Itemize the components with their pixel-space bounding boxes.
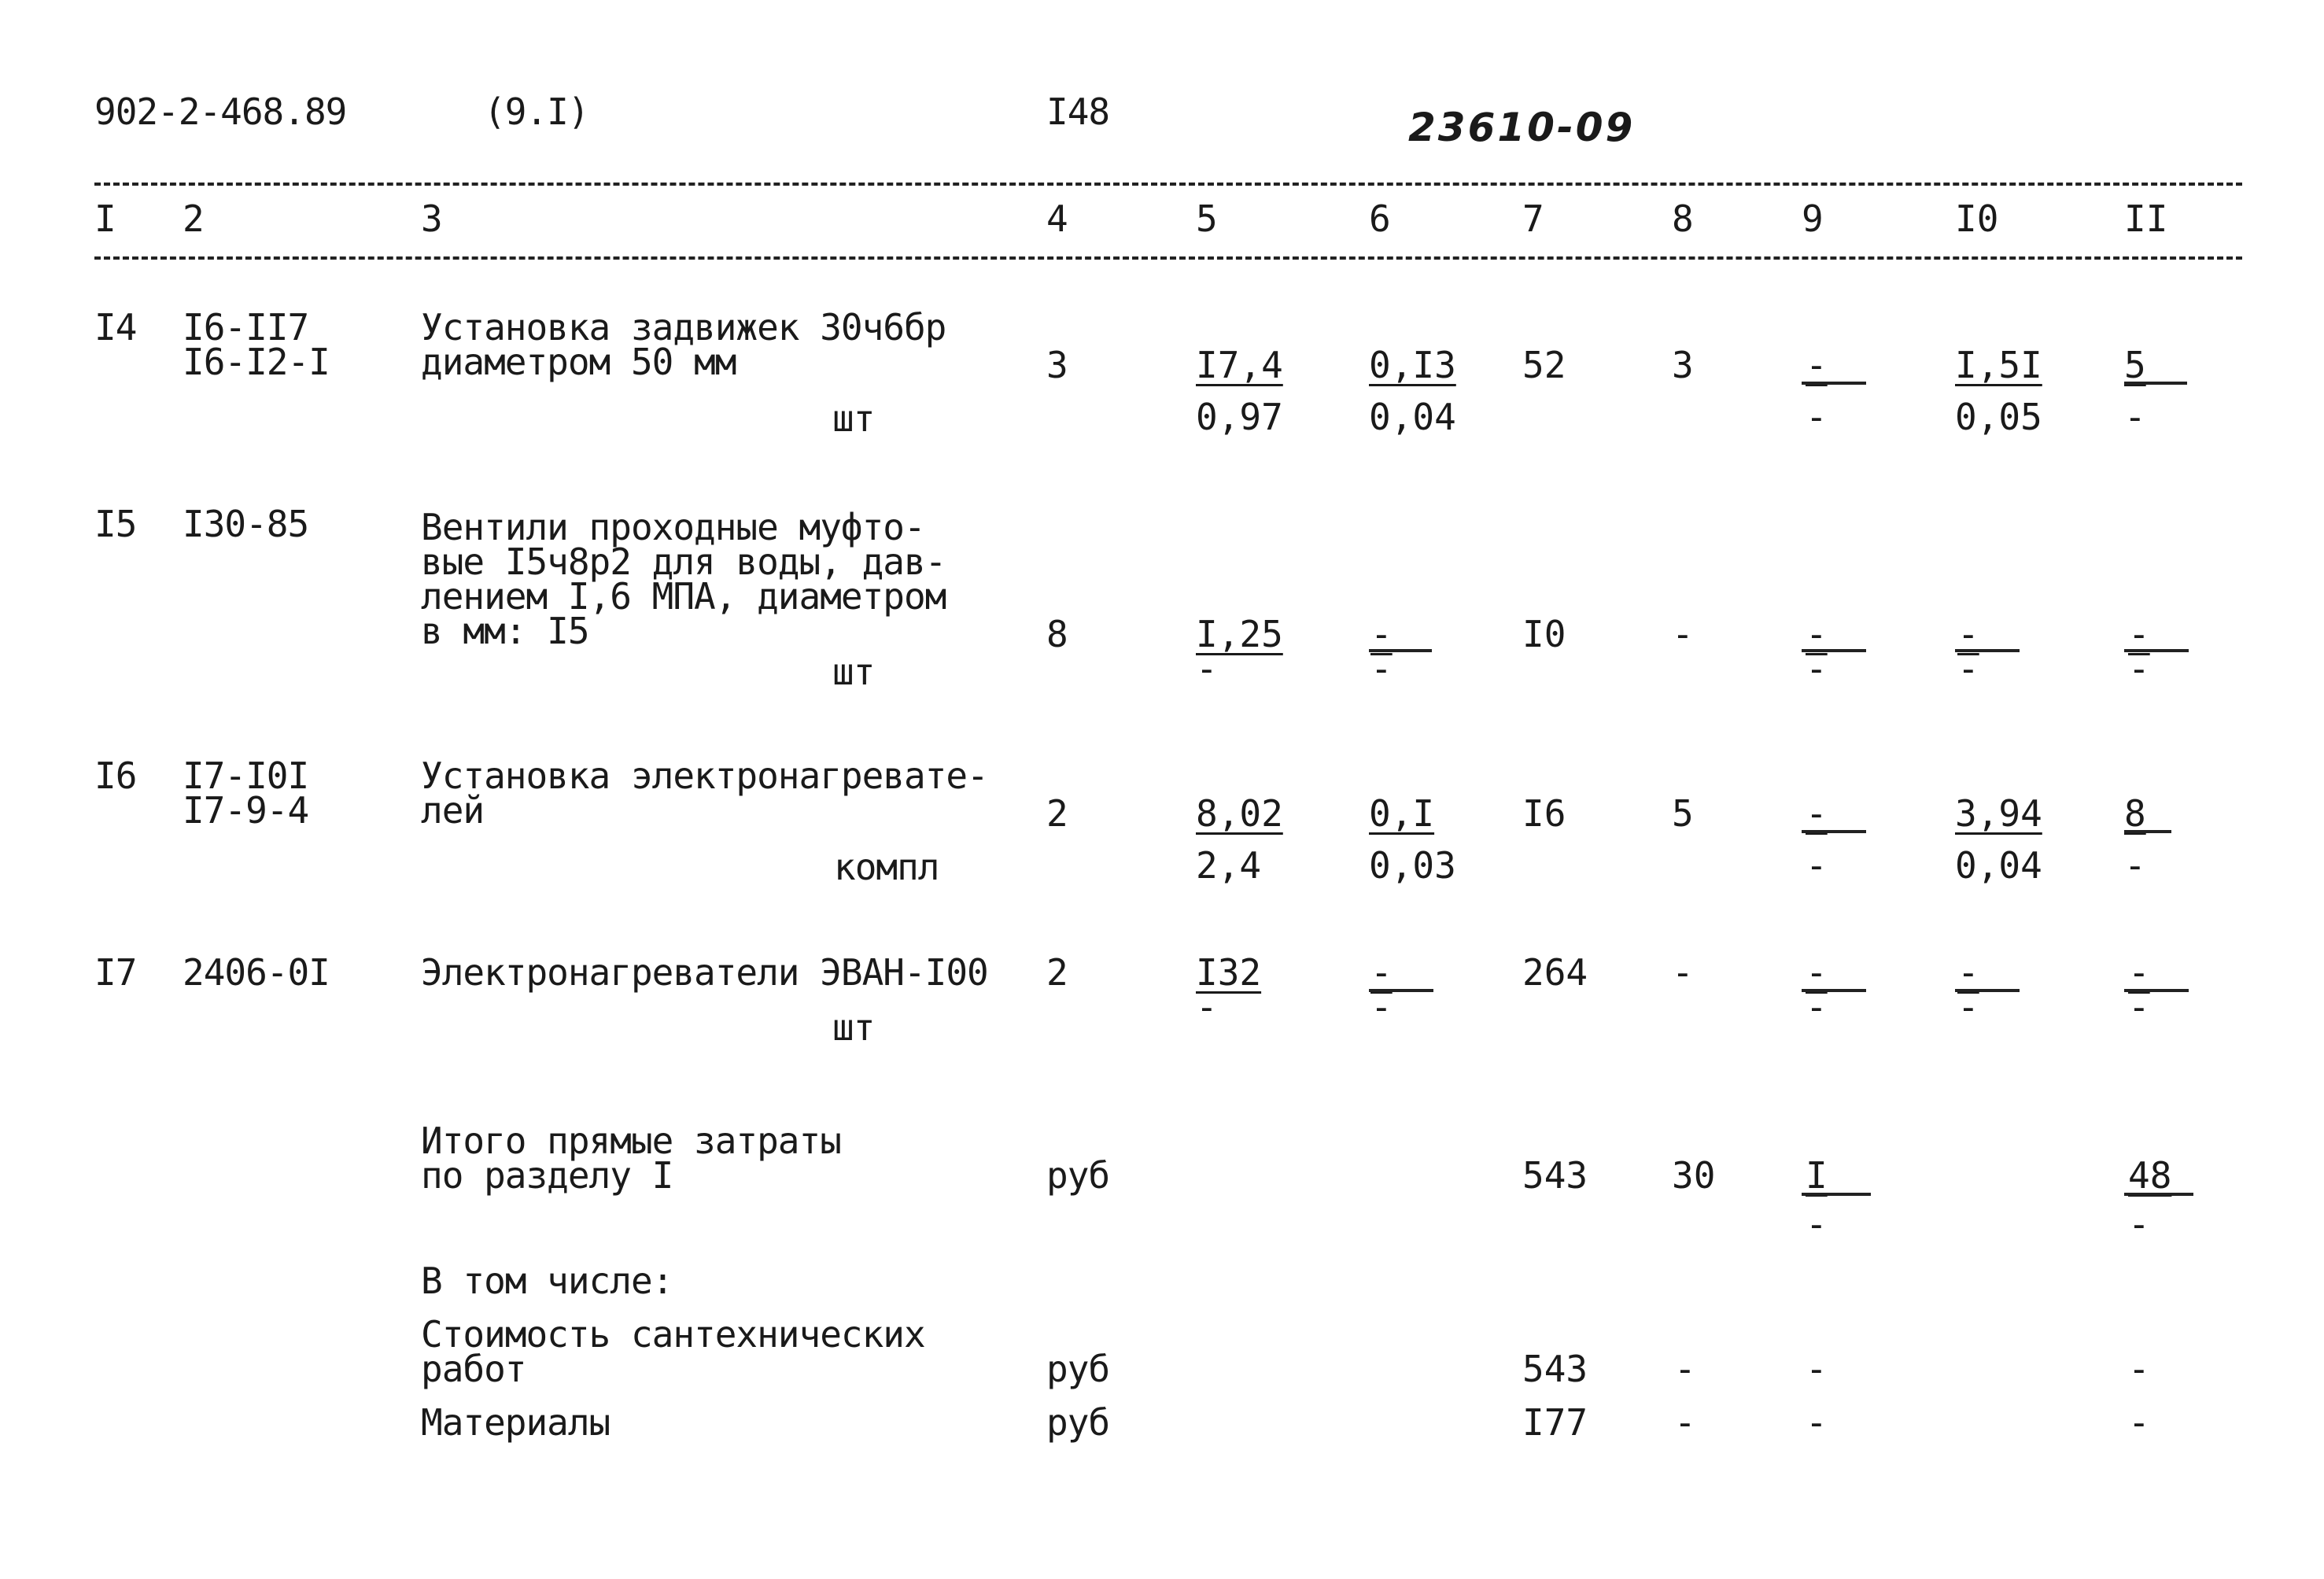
row-number: I7 xyxy=(94,951,137,994)
column-header-3: 3 xyxy=(421,197,443,240)
including-item-col11: - xyxy=(2128,1348,2150,1390)
row-code: I7-9-4 xyxy=(183,789,309,832)
row-col6-top: 0,I3 xyxy=(1369,344,1456,386)
row-col6-top: - xyxy=(1370,613,1393,655)
row-unit: шт xyxy=(832,651,875,693)
totals-unit: руб xyxy=(1046,1154,1110,1197)
row-col6-bottom: 0,04 xyxy=(1369,396,1456,438)
fraction-line xyxy=(1802,1193,1871,1196)
fraction-line xyxy=(2124,1193,2193,1196)
row-unit: компл xyxy=(834,846,939,888)
row-number: I5 xyxy=(94,503,137,545)
row-description: вые I5ч8р2 для воды, дав- xyxy=(421,540,946,583)
row-col11-bottom: - xyxy=(2124,396,2146,438)
page-number: I48 xyxy=(1046,90,1110,133)
including-item-col8: - xyxy=(1674,1348,1696,1390)
column-header-10: I0 xyxy=(1955,197,1999,240)
totals-label: по разделу I xyxy=(421,1154,673,1197)
row-col9-top: - xyxy=(1806,344,1828,386)
totals-col11-top: 48 xyxy=(2128,1154,2172,1197)
row-col9-top: - xyxy=(1806,951,1828,994)
including-item-col7: I77 xyxy=(1522,1401,1588,1444)
column-header-9: 9 xyxy=(1802,197,1824,240)
row-col5-top: I,25 xyxy=(1196,613,1283,655)
column-header-1: I xyxy=(94,197,116,240)
row-col10-top: 3,94 xyxy=(1955,792,2042,835)
header-bottom-rule xyxy=(94,256,2242,260)
row-description: в мм: I5 xyxy=(421,610,589,652)
row-description: лением I,6 МПА, диаметром xyxy=(421,575,946,618)
row-col5-top: 8,02 xyxy=(1196,792,1283,835)
row-col6-bottom: 0,03 xyxy=(1369,844,1456,887)
fraction-line xyxy=(1802,830,1866,833)
fraction-line xyxy=(1802,382,1866,385)
including-item-label: Стоимость сантехнических xyxy=(421,1313,925,1356)
column-header-6: 6 xyxy=(1369,197,1391,240)
row-col9-top: - xyxy=(1806,792,1828,835)
column-header-5: 5 xyxy=(1196,197,1218,240)
including-item-col8: - xyxy=(1674,1401,1696,1444)
fraction-line xyxy=(2124,830,2171,833)
row-quantity: 8 xyxy=(1046,613,1068,655)
row-col9-bottom: - xyxy=(1806,647,1828,690)
row-col11-top: 5 xyxy=(2124,344,2146,386)
row-col11-bottom: - xyxy=(2128,647,2150,690)
column-header-4: 4 xyxy=(1046,197,1068,240)
row-quantity: 2 xyxy=(1046,951,1068,994)
including-item-unit: руб xyxy=(1046,1401,1110,1444)
totals-col9-bottom: - xyxy=(1806,1203,1828,1245)
row-col7: I6 xyxy=(1522,792,1566,835)
row-col9-bottom: - xyxy=(1806,396,1828,438)
row-col10-top: - xyxy=(1957,613,1979,655)
row-col6-bottom: - xyxy=(1370,986,1393,1028)
row-col11-top: 8 xyxy=(2124,792,2146,835)
row-description: Вентили проходные муфто- xyxy=(421,506,925,548)
row-code: I30-85 xyxy=(183,503,309,545)
row-col6-top: - xyxy=(1370,951,1393,994)
row-col8: 3 xyxy=(1672,344,1694,386)
row-col8: - xyxy=(1672,613,1694,655)
column-header-2: 2 xyxy=(183,197,205,240)
including-item-label: Материалы xyxy=(421,1401,611,1444)
doc-code: 902-2-468.89 xyxy=(94,90,347,133)
including-item-col7: 543 xyxy=(1522,1348,1588,1390)
row-quantity: 2 xyxy=(1046,792,1068,835)
row-col5-bottom: - xyxy=(1196,986,1218,1028)
row-col9-top: - xyxy=(1806,613,1828,655)
row-description: лей xyxy=(421,789,485,832)
including-item-col9: - xyxy=(1806,1401,1828,1444)
row-col8: 5 xyxy=(1672,792,1694,835)
row-quantity: 3 xyxy=(1046,344,1068,386)
row-col5-top: I32 xyxy=(1196,951,1262,994)
row-code: I6-II7 xyxy=(183,306,309,349)
including-item-col11: - xyxy=(2128,1401,2150,1444)
including-item-unit: руб xyxy=(1046,1348,1110,1390)
row-col11-top: - xyxy=(2128,613,2150,655)
row-code: I7-I0I xyxy=(183,754,309,797)
row-col5-top: I7,4 xyxy=(1196,344,1283,386)
row-description: Установка электронагревате- xyxy=(421,754,988,797)
row-col10-bottom: 0,04 xyxy=(1955,844,2042,887)
including-item-col9: - xyxy=(1806,1348,1828,1390)
row-description: Установка задвижек 30ч6бр xyxy=(421,306,946,349)
row-col10-top: - xyxy=(1957,951,1979,994)
row-col5-bottom: 2,4 xyxy=(1196,844,1262,887)
row-unit: шт xyxy=(832,397,875,440)
including-item-label: работ xyxy=(421,1348,526,1390)
row-col9-bottom: - xyxy=(1806,986,1828,1028)
row-col7: I0 xyxy=(1522,613,1566,655)
row-col8: - xyxy=(1672,951,1694,994)
row-col9-bottom: - xyxy=(1806,844,1828,887)
totals-col7: 543 xyxy=(1522,1154,1588,1197)
row-col10-bottom: 0,05 xyxy=(1955,396,2042,438)
row-col11-top: - xyxy=(2128,951,2150,994)
totals-col11-bottom: - xyxy=(2128,1203,2150,1245)
row-unit: шт xyxy=(832,1006,875,1049)
row-col11-bottom: - xyxy=(2128,986,2150,1028)
section-number: (9.I) xyxy=(484,90,589,133)
fraction-line xyxy=(2124,382,2187,385)
row-col5-bottom: - xyxy=(1196,647,1218,690)
totals-label: Итого прямые затраты xyxy=(421,1120,841,1162)
row-number: I4 xyxy=(94,306,137,349)
column-header-8: 8 xyxy=(1672,197,1694,240)
row-code: 2406-0I xyxy=(183,951,330,994)
row-col5-bottom: 0,97 xyxy=(1196,396,1283,438)
totals-col9-top: I xyxy=(1806,1154,1828,1197)
row-col10-bottom: - xyxy=(1957,986,1979,1028)
row-col6-bottom: - xyxy=(1370,647,1393,690)
row-col10-top: I,5I xyxy=(1955,344,2042,386)
row-description: Электронагреватели ЭВАН-I00 xyxy=(421,951,988,994)
column-header-11: II xyxy=(2124,197,2168,240)
row-col7: 264 xyxy=(1522,951,1588,994)
row-number: I6 xyxy=(94,754,137,797)
row-code: I6-I2-I xyxy=(183,341,330,383)
header-top-rule xyxy=(94,183,2242,186)
row-col6-top: 0,I xyxy=(1369,792,1435,835)
including-heading: В том числе: xyxy=(421,1260,673,1302)
row-col11-bottom: - xyxy=(2124,844,2146,887)
row-col10-bottom: - xyxy=(1957,647,1979,690)
stamp-number: 23610-09 xyxy=(1408,105,1636,150)
column-header-7: 7 xyxy=(1522,197,1544,240)
totals-col8: 30 xyxy=(1672,1154,1716,1197)
row-col7: 52 xyxy=(1522,344,1566,386)
row-description: диаметром 50 мм xyxy=(421,341,736,383)
